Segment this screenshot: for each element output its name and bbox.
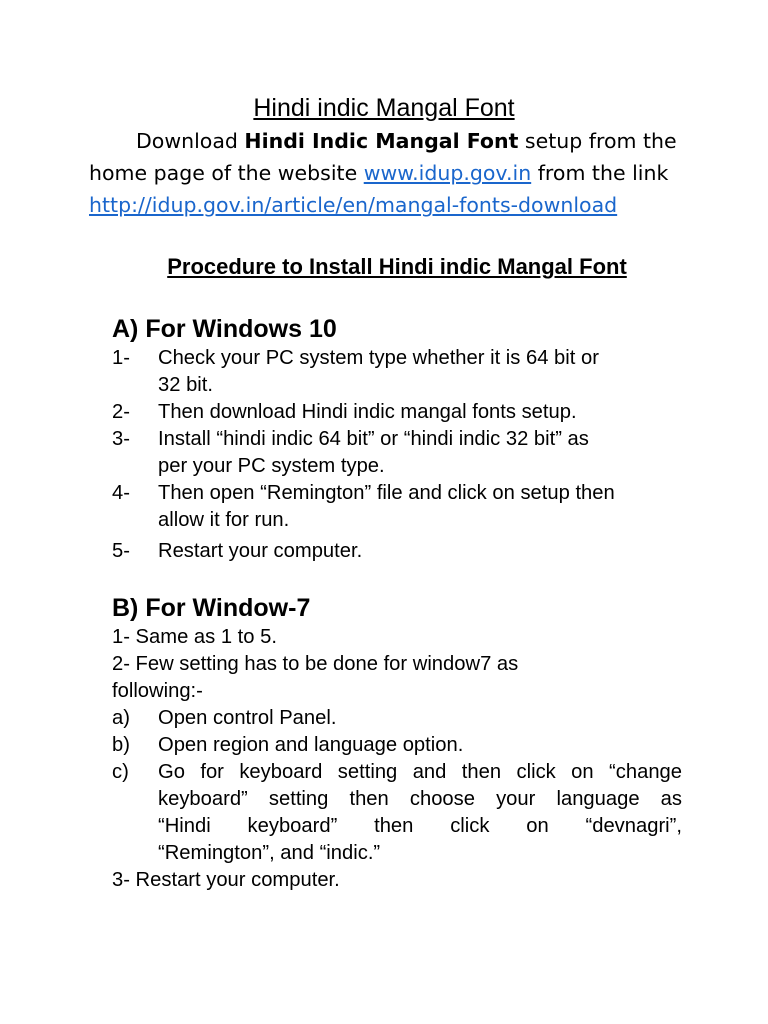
- item-number: 2-: [112, 401, 130, 423]
- intro-line-1: [89, 125, 689, 157]
- item-letter: b): [112, 734, 130, 756]
- item-text: Then download Hindi indic mangal fonts setup.: [158, 401, 577, 423]
- step-3: 3- Restart your computer.: [112, 869, 340, 891]
- section-heading-windows-7: B) For Window-7: [112, 594, 311, 622]
- item-text: Restart your computer.: [158, 540, 363, 562]
- item-number: 5-: [112, 540, 130, 562]
- document-title: Hindi indic Mangal Font: [253, 94, 515, 122]
- list-item: [112, 732, 682, 759]
- item-text: Open control Panel.: [158, 707, 337, 729]
- intro-line-2: [89, 157, 689, 189]
- item-letter: a): [112, 707, 130, 729]
- font-name-bold: Hindi Indic Mangal Font: [244, 129, 519, 153]
- section-heading-windows-10: A) For Windows 10: [112, 315, 337, 343]
- item-text: Check your PC system type whether it is 64 bit or 32 bit.: [158, 347, 599, 396]
- list-item: [112, 345, 682, 399]
- item-text: Open region and language option.: [158, 734, 464, 756]
- intro-text: from the link: [531, 161, 669, 185]
- list-item: [112, 399, 682, 426]
- step-2-line-2: following:-: [112, 680, 203, 702]
- list-item: [112, 705, 682, 732]
- intro-text: Download: [136, 129, 245, 153]
- item-number: 1-: [112, 347, 130, 369]
- step-1: 1- Same as 1 to 5.: [112, 626, 277, 648]
- item-number: 4-: [112, 482, 130, 504]
- list-item: [112, 426, 682, 480]
- intro-text: home page of the website: [89, 161, 364, 185]
- item-letter: c): [112, 761, 129, 783]
- intro-paragraph: [89, 125, 689, 221]
- windows-10-steps: [112, 345, 682, 565]
- item-text: Install “hindi indic 64 bit” or “hindi indic 32 bit” as per your PC system type.: [158, 428, 589, 477]
- step-2-line-1: 2- Few setting has to be done for window7 as: [112, 653, 519, 675]
- website-link[interactable]: www.idup.gov.in: [363, 161, 532, 185]
- list-item: [112, 538, 682, 565]
- list-item: [112, 480, 682, 534]
- item-text: Go for keyboard setting and then click on “change keyboard” setting then choose your language as “Hindi keyboard” then click on “devnagri”, “Remington”, and “indic.”: [158, 761, 682, 864]
- item-number: 3-: [112, 428, 130, 450]
- windows-7-steps: [112, 624, 682, 894]
- list-item: [112, 759, 682, 867]
- intro-line-3: [89, 189, 689, 221]
- procedure-heading: Procedure to Install Hindi indic Mangal Font: [167, 254, 627, 279]
- item-text: Then open “Remington” file and click on setup then allow it for run.: [158, 482, 615, 531]
- download-link[interactable]: http://idup.gov.in/article/en/mangal-fonts-download: [89, 193, 618, 217]
- intro-text: setup from the: [518, 129, 677, 153]
